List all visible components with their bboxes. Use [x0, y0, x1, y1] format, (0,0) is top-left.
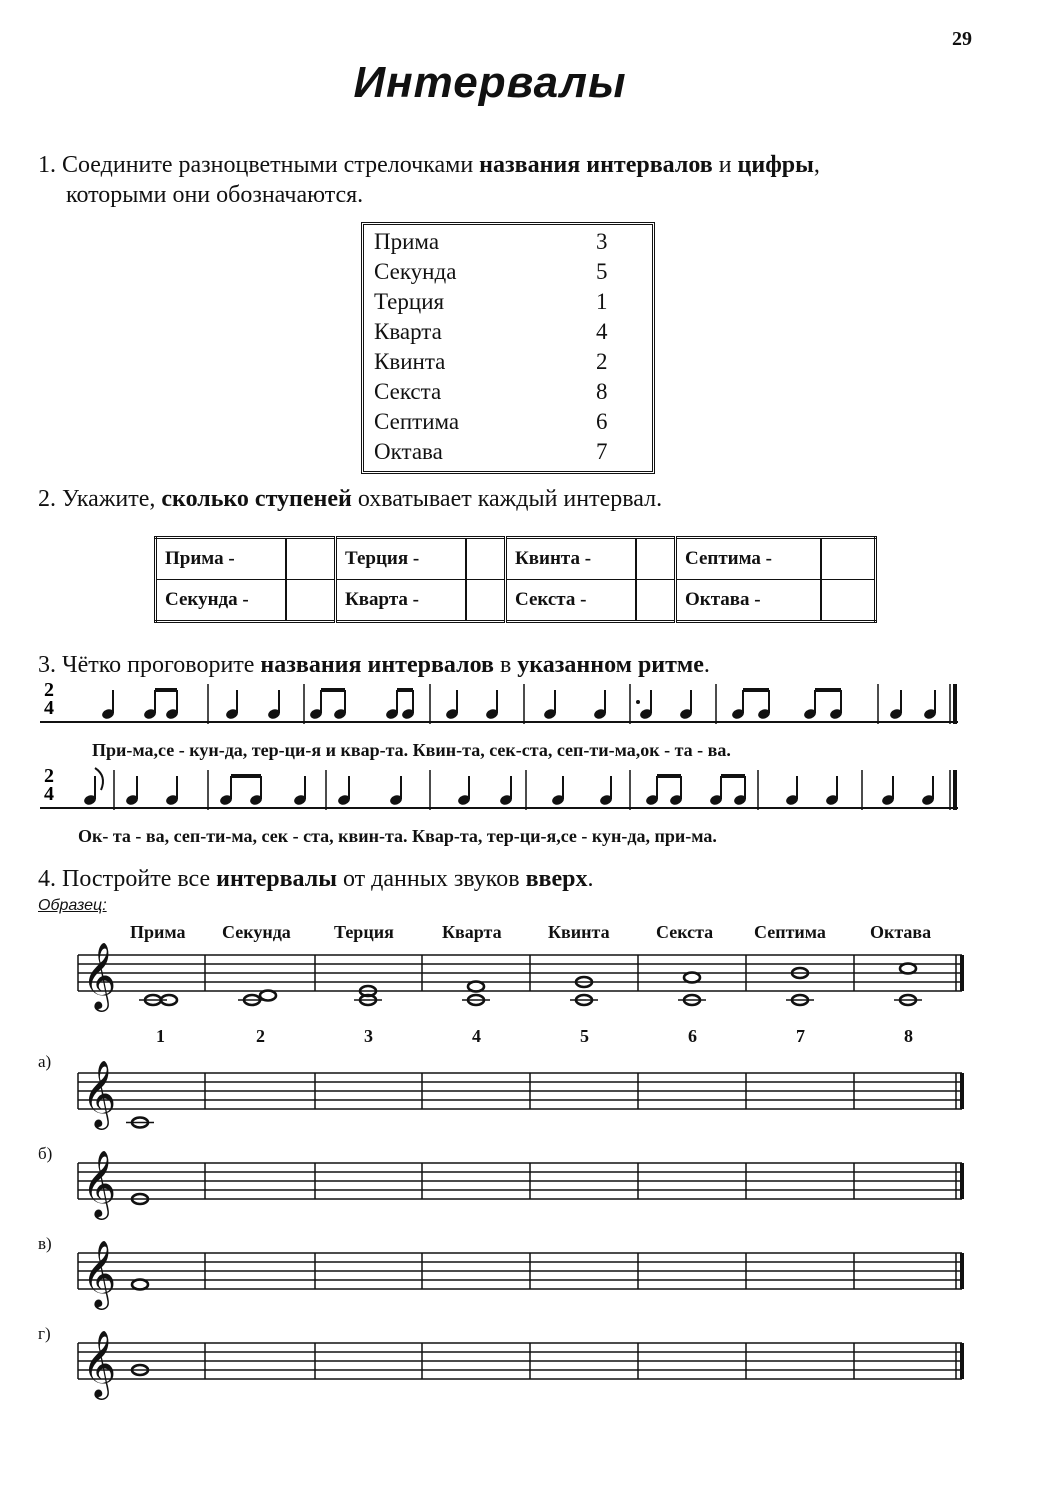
- table-cell-label: Прима -: [156, 538, 286, 580]
- table-cell-label: Кварта -: [336, 580, 466, 622]
- interval-number: 4: [472, 1026, 481, 1046]
- treble-clef-icon: 𝄞: [82, 1061, 117, 1126]
- table-cell-label: Октава -: [676, 580, 821, 622]
- table-cell-label: Септима -: [676, 538, 821, 580]
- table-cell-label: Терция -: [336, 538, 466, 580]
- answer-cell[interactable]: [286, 538, 336, 580]
- beam: [815, 688, 841, 692]
- interval-header: Октава: [870, 922, 932, 942]
- time-signature-bottom: 4: [44, 697, 54, 719]
- interval-name: Квинта: [374, 349, 446, 374]
- whole-note: [132, 1365, 148, 1375]
- interval-number: 6: [688, 1026, 697, 1046]
- lyrics-line-2: Ок- та - ва, сеп-ти-ма, сек - ста, квин-та. Квар-та, тер-ци-я,се - кун-да, при-ма.: [78, 826, 717, 846]
- match-row[interactable]: [374, 319, 624, 349]
- task-1-prefix: 1. Соедините разноцветными стрелочками: [38, 152, 480, 178]
- interval-number: 3: [364, 1026, 373, 1046]
- interval-name: Кварта: [374, 319, 442, 344]
- treble-clef-icon: 𝄞: [82, 943, 117, 1008]
- match-row[interactable]: [374, 259, 624, 289]
- task-4-bold-2: вверх: [525, 866, 588, 892]
- table-cell-label: Секунда -: [156, 580, 286, 622]
- interval-name: Прима: [374, 229, 440, 254]
- table-row: [156, 580, 876, 622]
- task-1-bold-2: цифры: [737, 152, 814, 178]
- interval-digit: 1: [596, 289, 608, 314]
- match-row[interactable]: [374, 229, 624, 259]
- whole-note: [145, 995, 161, 1005]
- time-signature-top: 2: [44, 680, 54, 701]
- interval-name: Секунда: [374, 259, 457, 284]
- match-row[interactable]: [374, 379, 624, 409]
- task-2-instruction: [38, 484, 662, 514]
- interval-header: Секста: [656, 922, 714, 942]
- page-number: 29: [952, 28, 972, 50]
- interval-number: 5: [580, 1026, 589, 1046]
- staves: [78, 943, 962, 1400]
- rhythm-notes-line-2: [83, 768, 955, 810]
- interval-header: Септима: [754, 922, 826, 942]
- interval-header: Терция: [334, 922, 394, 942]
- task-2-suffix: охватывает каждый интервал.: [351, 486, 663, 512]
- interval-header: Прима: [130, 922, 186, 942]
- task-3-mid: в: [493, 652, 518, 678]
- task-2-bold: сколько ступеней: [161, 486, 352, 512]
- answer-cell[interactable]: [286, 580, 336, 622]
- whole-note: [132, 1194, 148, 1204]
- task-2-prefix: 2. Укажите,: [38, 486, 162, 512]
- whole-note: [360, 986, 376, 996]
- interval-number: 1: [156, 1026, 165, 1046]
- answer-cell[interactable]: [821, 538, 876, 580]
- whole-note: [260, 991, 276, 1001]
- task-4-prefix: 4. Постройте все: [38, 866, 217, 892]
- interval-name: Терция: [374, 289, 445, 314]
- lyrics-line-1: При-ма,се - кун-да, тер-ци-я и квар-та. Квин-та, сек-ста, сеп-ти-ма,ок - та - ва.: [92, 740, 731, 760]
- whole-note: [132, 1118, 148, 1128]
- beam: [155, 688, 177, 692]
- beam: [231, 774, 261, 778]
- answer-cell[interactable]: [636, 538, 676, 580]
- task-3-bold-1: названия интервалов: [260, 652, 494, 678]
- interval-match-box: [361, 222, 655, 474]
- interval-header: Квинта: [548, 922, 610, 942]
- interval-name: Секста: [374, 379, 442, 404]
- table-cell-label: Секста -: [506, 580, 636, 622]
- task-1-mid: и: [712, 152, 738, 178]
- interval-digit: 5: [596, 259, 608, 284]
- task-3-prefix: 3. Чётко проговорите: [38, 652, 261, 678]
- task-1-suffix: ,: [813, 152, 820, 178]
- answer-cell[interactable]: [466, 538, 506, 580]
- whole-note: [360, 995, 376, 1005]
- task-4-mid: от данных звуков: [336, 866, 526, 892]
- row-label: б): [38, 1144, 53, 1163]
- interval-digit: 4: [596, 319, 608, 344]
- match-row[interactable]: [374, 349, 624, 379]
- interval-number: 8: [904, 1026, 913, 1046]
- answer-cell[interactable]: [466, 580, 506, 622]
- whole-note: [576, 995, 592, 1005]
- whole-note: [244, 995, 260, 1005]
- beam: [721, 774, 745, 778]
- row-label: г): [38, 1324, 51, 1343]
- whole-note: [132, 1280, 148, 1290]
- interval-header: Кварта: [442, 922, 502, 942]
- flag: [95, 768, 103, 790]
- answer-cell[interactable]: [636, 580, 676, 622]
- whole-note: [468, 982, 484, 992]
- whole-note: [684, 995, 700, 1005]
- page-title: Интервалы: [353, 58, 627, 107]
- whole-note: [792, 995, 808, 1005]
- interval-digit: 6: [596, 409, 608, 434]
- task-1-bold-1: названия интервалов: [479, 152, 713, 178]
- beam: [743, 688, 769, 692]
- interval-digit: 7: [596, 439, 608, 464]
- beam: [321, 688, 345, 692]
- beam: [397, 688, 413, 692]
- task-1-line-2: которыми они обозначаются.: [66, 182, 364, 208]
- whole-note: [684, 973, 700, 983]
- answer-cell[interactable]: [821, 580, 876, 622]
- whole-note: [161, 995, 177, 1005]
- interval-digit: 2: [596, 349, 608, 374]
- whole-note: [468, 995, 484, 1005]
- task-4-suffix: .: [587, 866, 594, 892]
- sample-label: Образец:: [38, 897, 107, 914]
- match-row[interactable]: [374, 289, 624, 319]
- interval-name: Октава: [374, 439, 443, 464]
- task-1-instruction: [38, 150, 998, 210]
- interval-digit: 3: [596, 229, 608, 254]
- rhythm-notes-line-1: [101, 684, 955, 724]
- task-3-instruction: [38, 650, 710, 680]
- treble-clef-icon: 𝄞: [82, 1241, 117, 1306]
- match-row[interactable]: [374, 439, 624, 469]
- row-label: в): [38, 1234, 52, 1253]
- treble-clef-icon: 𝄞: [82, 1151, 117, 1216]
- whole-note: [900, 995, 916, 1005]
- table-row: [156, 538, 876, 580]
- whole-note: [900, 964, 916, 974]
- task-3-suffix: .: [703, 652, 710, 678]
- time-signature-bottom: 4: [44, 783, 54, 805]
- match-row[interactable]: [374, 409, 624, 439]
- steps-table: [154, 536, 877, 623]
- treble-clef-icon: 𝄞: [82, 1331, 117, 1396]
- whole-note: [792, 968, 808, 978]
- beam: [657, 774, 681, 778]
- task-3-bold-2: указанном ритме: [517, 652, 704, 678]
- whole-note: [576, 977, 592, 987]
- dot: [636, 700, 640, 704]
- interval-name: Септима: [374, 409, 460, 434]
- table-cell-label: Квинта -: [506, 538, 636, 580]
- interval-number: 2: [256, 1026, 265, 1046]
- interval-number: 7: [796, 1026, 805, 1046]
- row-label: а): [38, 1052, 52, 1071]
- time-signature-top: 2: [44, 765, 54, 787]
- interval-header: Секунда: [222, 922, 291, 942]
- task-4-instruction: [38, 864, 594, 894]
- interval-digit: 8: [596, 379, 608, 404]
- task-4-bold-1: интервалы: [216, 866, 337, 892]
